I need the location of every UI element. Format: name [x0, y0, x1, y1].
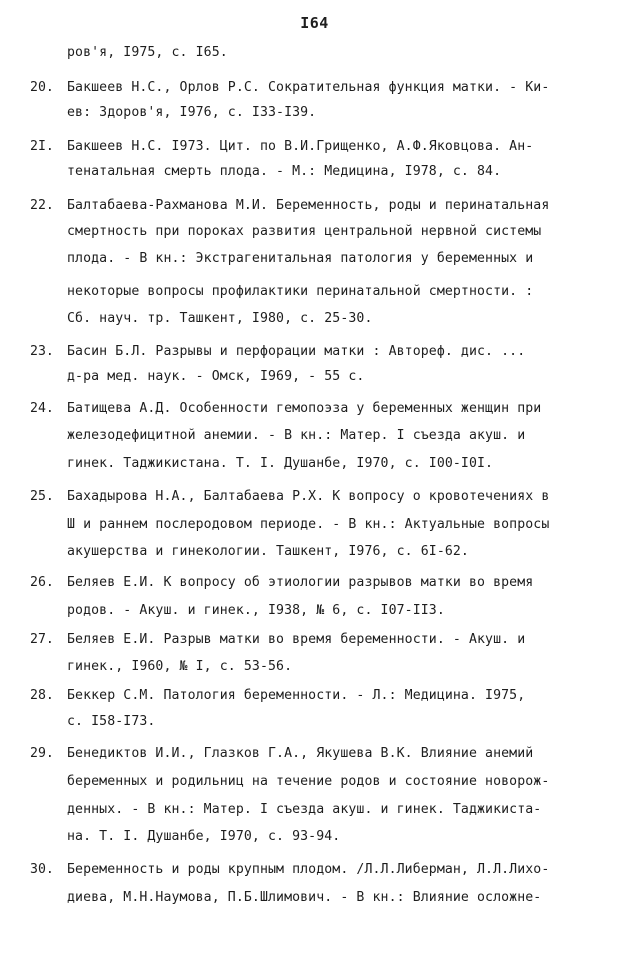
entry-line: с. I58-I73.	[67, 714, 156, 729]
page-number: I64	[300, 14, 329, 32]
entry-line: Беременность и роды крупным плодом. /Л.Л.Либерман, Л.Л.Лихо-	[67, 862, 550, 877]
entry-line: некоторые вопросы профилактики перинатальной смертности. :	[67, 284, 534, 299]
entry-line: гинек., I960, № I, с. 53-56.	[67, 659, 293, 674]
entry-number: 27.	[30, 632, 54, 647]
entry-line: Бакшеев Н.С. I973. Цит. по В.И.Грищенко, А.Ф.Яковцова. Ан-	[67, 139, 534, 154]
entry-line: тенатальная смерть плода. - М.: Медицина, I978, с. 84.	[67, 164, 502, 179]
entry-number: 23.	[30, 344, 54, 359]
entry-line: гинек. Таджикистана. Т. I. Душанбе, I970, с. I00-I0I.	[67, 456, 494, 471]
entry-number: 30.	[30, 862, 54, 877]
entry-number: 29.	[30, 746, 54, 761]
entry-number: 22.	[30, 198, 54, 213]
entry-line: Бахадырова Н.А., Балтабаева Р.Х. К вопросу о кровотечениях в	[67, 489, 550, 504]
entry-line: родов. - Акуш. и гинек., I938, № 6, с. I07-II3.	[67, 603, 445, 618]
entry-line: диева, М.Н.Наумова, П.Б.Шлимович. - В кн.: Влияние осложне-	[67, 890, 542, 905]
entry-line: Ш и раннем послеродовом периоде. - В кн.: Актуальные вопросы	[67, 517, 550, 532]
entry-line: д-ра мед. наук. - Омск, I969, - 55 с.	[67, 369, 365, 384]
entry-number: 20.	[30, 80, 54, 95]
entry-number: 28.	[30, 688, 54, 703]
entry-line: Бенедиктов И.И., Глазков Г.А., Якушева В.К. Влияние анемий	[67, 746, 534, 761]
entry-line: Бакшеев Н.С., Орлов Р.С. Сократительная функция матки. - Ки-	[67, 80, 550, 95]
entry-line: Басин Б.Л. Разрывы и перфорации матки : Автореф. дис. ...	[67, 344, 526, 359]
entry-line: Батищева А.Д. Особенности гемопоэза у беременных женщин при	[67, 401, 542, 416]
entry-line: Беляев Е.И. К вопросу об этиологии разрывов матки во время	[67, 575, 534, 590]
entry-continuation-line: ров'я, I975, с. I65.	[67, 45, 228, 60]
entry-line: денных. - В кн.: Матер. I съезда акуш. и гинек. Таджикиста-	[67, 802, 542, 817]
entry-line: плода. - В кн.: Экстрагенитальная патология у беременных и	[67, 251, 534, 266]
entry-line: акушерства и гинекологии. Ташкент, I976, с. 6I-62.	[67, 544, 469, 559]
entry-line: железодефицитной анемии. - В кн.: Матер. I съезда акуш. и	[67, 428, 526, 443]
entry-number: 24.	[30, 401, 54, 416]
entry-line: ев: Здоров'я, I976, с. I33-I39.	[67, 105, 317, 120]
entry-line: Беляев Е.И. Разрыв матки во время беременности. - Акуш. и	[67, 632, 526, 647]
entry-number: 25.	[30, 489, 54, 504]
entry-line: Сб. науч. тр. Ташкент, I980, с. 25-30.	[67, 311, 373, 326]
entry-line: Беккер С.М. Патология беременности. - Л.: Медицина. I975,	[67, 688, 526, 703]
entry-line: Балтабаева-Рахманова М.И. Беременность, роды и перинатальная	[67, 198, 550, 213]
entry-line: смертность при пороках развития центральной нервной системы	[67, 224, 542, 239]
entry-line: беременных и родильниц на течение родов и состояние новорож-	[67, 774, 550, 789]
entry-line: на. Т. I. Душанбе, I970, с. 93-94.	[67, 829, 341, 844]
entry-number: 2I.	[30, 139, 54, 154]
entry-number: 26.	[30, 575, 54, 590]
